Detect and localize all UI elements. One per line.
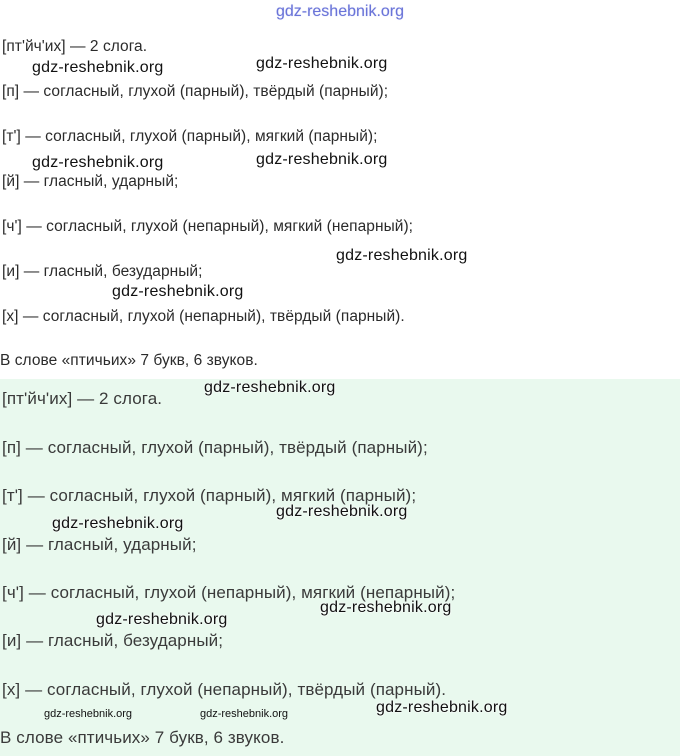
watermark: gdz-reshebnik.org (276, 503, 408, 520)
summary-line: В слове «птичьих» 7 букв, 6 звуков. (0, 352, 258, 369)
sound-line-t: [т'] — согласный, глухой (парный), мягкий (парный); (2, 128, 378, 145)
watermark: gdz-reshebnik.org (376, 699, 508, 716)
watermark: gdz-reshebnik.org (204, 379, 336, 396)
sound-line-h: [х] — согласный, глухой (непарный), твёрдый (парный). (2, 680, 447, 699)
sound-line-t: [т'] — согласный, глухой (парный), мягкий (парный); (2, 486, 417, 505)
syllable-line: [пт'йч'их] — 2 слога. (2, 38, 148, 55)
watermark: gdz-reshebnik.org (52, 515, 184, 532)
sound-line-i: [и] — гласный, безударный; (2, 263, 203, 280)
summary-line: В слове «птичьих» 7 букв, 6 звуков. (0, 728, 285, 747)
sound-line-j: [й] — гласный, ударный; (2, 173, 179, 190)
syllable-line: [пт'йч'их] — 2 слога. (2, 389, 163, 408)
watermark: gdz-reshebnik.org (320, 599, 452, 616)
sound-line-p: [п] — согласный, глухой (парный), твёрдый (парный); (2, 83, 389, 100)
watermark: gdz-reshebnik.org (32, 154, 164, 171)
sound-line-ch: [ч'] — согласный, глухой (непарный), мягкий (непарный); (2, 583, 456, 602)
watermark: gdz-reshebnik.org (112, 283, 244, 300)
watermark: gdz-reshebnik.org (256, 55, 388, 72)
header-watermark[interactable]: gdz-reshebnik.org (275, 3, 405, 20)
sound-line-ch: [ч'] — согласный, глухой (непарный), мягкий (непарный); (2, 218, 414, 235)
sound-line-i: [и] — гласный, безударный; (2, 631, 224, 650)
watermark: gdz-reshebnik.org (32, 59, 164, 76)
watermark-small: gdz-reshebnik.org (200, 708, 289, 720)
sound-line-h: [х] — согласный, глухой (непарный), твёрдый (парный). (2, 308, 405, 325)
sound-line-j: [й] — гласный, ударный; (2, 535, 197, 554)
watermark: gdz-reshebnik.org (96, 611, 228, 628)
watermark: gdz-reshebnik.org (256, 151, 388, 168)
sound-line-p: [п] — согласный, глухой (парный), твёрдый (парный); (2, 438, 428, 457)
watermark: gdz-reshebnik.org (336, 247, 468, 264)
watermark-small: gdz-reshebnik.org (44, 708, 133, 720)
